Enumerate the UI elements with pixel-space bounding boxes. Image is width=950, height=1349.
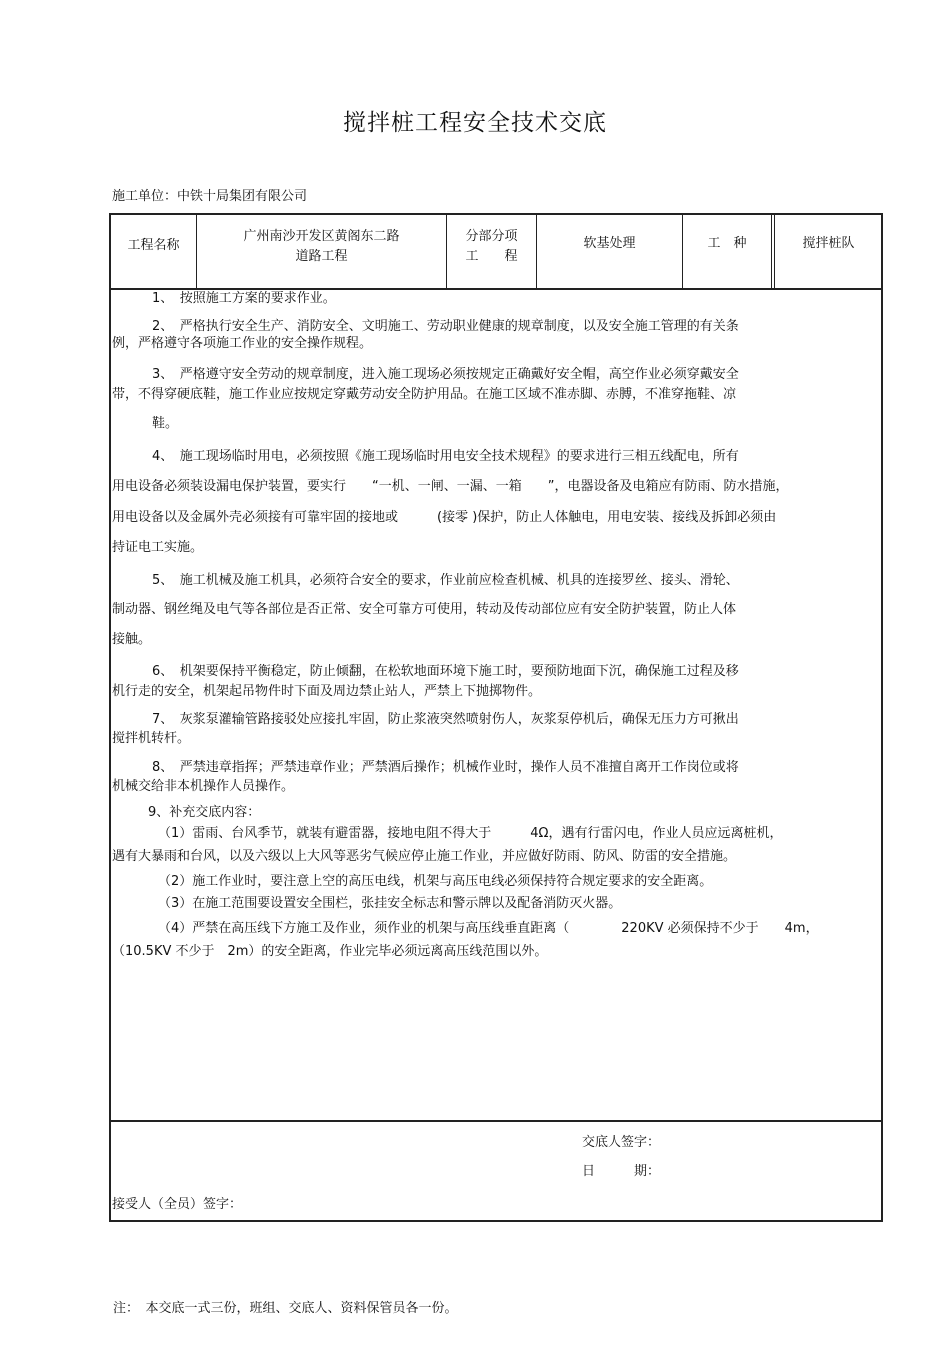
trade-label: 工 种: [707, 236, 747, 251]
content-line: 7、 灰浆泵灌输管路接驳处应接扎牢固，防止浆液突然喷射伤人，灰浆泵停机后，确保无压力方可揪出: [152, 712, 739, 727]
content-line: 机行走的安全，机架起吊物件时下面及周边禁止站人，严禁上下抛掷物件。: [112, 684, 542, 699]
col-divider: [771, 213, 772, 290]
content-line: 5、 施工机械及施工机具，必须符合安全的要求，作业前应检查机械、机具的连接罗丝、接头、滑轮、: [152, 573, 739, 588]
subdivision-value: 软基处理: [583, 236, 636, 251]
content-line: 9、补充交底内容：: [148, 805, 261, 820]
construction-unit: 施工单位：中铁十局集团有限公司: [112, 189, 308, 204]
trade-value: 搅拌桩队: [802, 236, 855, 251]
subdivision-label-line2: 工 程: [465, 249, 518, 264]
content-line: 6、 机架要保持平衡稳定，防止倾翻，在松软地面环境下施工时，要预防地面下沉，确保施工过程及移: [152, 664, 739, 679]
content-divider: [109, 1120, 883, 1122]
content-line: 1、 按照施工方案的要求作业。: [152, 291, 336, 306]
content-line: 搅拌机转杆。: [112, 731, 191, 746]
page-title: 搅拌桩工程安全技术交底: [343, 110, 607, 136]
project-name-label: 工程名称: [127, 238, 180, 253]
col-divider: [774, 213, 775, 290]
content-line: 用电设备以及金属外壳必须接有可靠牢固的接地或 (接零 )保护，防止人体触电，用电安装、接线及拆卸必须由: [112, 510, 777, 525]
receiver-signature-label: 接受人（全员）签字：: [112, 1197, 243, 1212]
content-line: 机械交给非本机操作人员操作。: [112, 779, 295, 794]
briefer-signature-label: 交底人签字：: [582, 1135, 661, 1150]
content-line: 4、 施工现场临时用电，必须按照《施工现场临时用电安全技术规程》的要求进行三相五线配电，所有: [152, 449, 739, 464]
content-line: 3、 严格遵守安全劳动的规章制度，进入施工现场必须按规定正确戴好安全帽，高空作业必须穿戴安全: [152, 367, 739, 382]
content-line: 接触。: [112, 632, 152, 647]
content-line: 鞋。: [152, 416, 179, 431]
content-line: 遇有大暴雨和台风，以及六级以上大风等恶劣气候应停止施工作业，并应做好防雨、防风、防雷的安全措施。: [112, 849, 737, 864]
content-line: （10.5KV 不少于 2m）的安全距离，作业完毕必须远离高压线范围以外。: [112, 944, 548, 959]
content-line: 例，严格遵守各项施工作业的安全操作规程。: [112, 336, 373, 351]
content-line: 持证电工实施。: [112, 540, 204, 555]
subdivision-label-line1: 分部分项: [465, 229, 518, 244]
content-line: 8、 严禁违章指挥；严禁违章作业；严禁酒后操作；机械作业时，操作人员不准擅自离开工作岗位或将: [152, 760, 739, 775]
project-name-value-line2: 道路工程: [295, 249, 348, 264]
content-line: 用电设备必须装设漏电保护装置，要实行 “一机、一闸、一漏、一箱 ”，电器设备及电箱应有防雨、防水措施，: [112, 479, 789, 494]
content-line: （1）雷雨、台风季节，就装有避雷器，接地电阻不得大于 4Ω，遇有行雷闪电，作业人员应远离桩机，: [158, 826, 783, 841]
project-name-value-line1: 广州南沙开发区黄阁东二路: [243, 229, 400, 244]
content-line: 制动器、钢丝绳及电气等各部位是否正常、安全可靠方可使用，转动及传动部位应有安全防护装置，防止人体: [112, 602, 737, 617]
footnote: 注： 本交底一式三份，班组、交底人、资料保管员各一份。: [113, 1301, 458, 1316]
date-label: 日 期：: [582, 1164, 661, 1179]
content-line: 2、 严格执行安全生产、消防安全、文明施工、劳动职业健康的规章制度，以及安全施工管理的有关条: [152, 319, 739, 334]
content-line: （3）在施工范围要设置安全围栏，张挂安全标志和警示牌以及配备消防灭火器。: [158, 896, 622, 911]
content-line: （4）严禁在高压线下方施工及作业，须作业的机架与高压线垂直距离（ 220KV 必须保持不少于 4m，: [158, 921, 819, 936]
content-line: （2）施工作业时，要注意上空的高压电线，机架与高压电线必须保持符合规定要求的安全距离。: [158, 874, 713, 889]
content-line: 带，不得穿硬底鞋，施工作业应按规定穿戴劳动安全防护用品。在施工区域不准赤脚、赤膊，不准穿拖鞋、凉: [112, 387, 737, 402]
